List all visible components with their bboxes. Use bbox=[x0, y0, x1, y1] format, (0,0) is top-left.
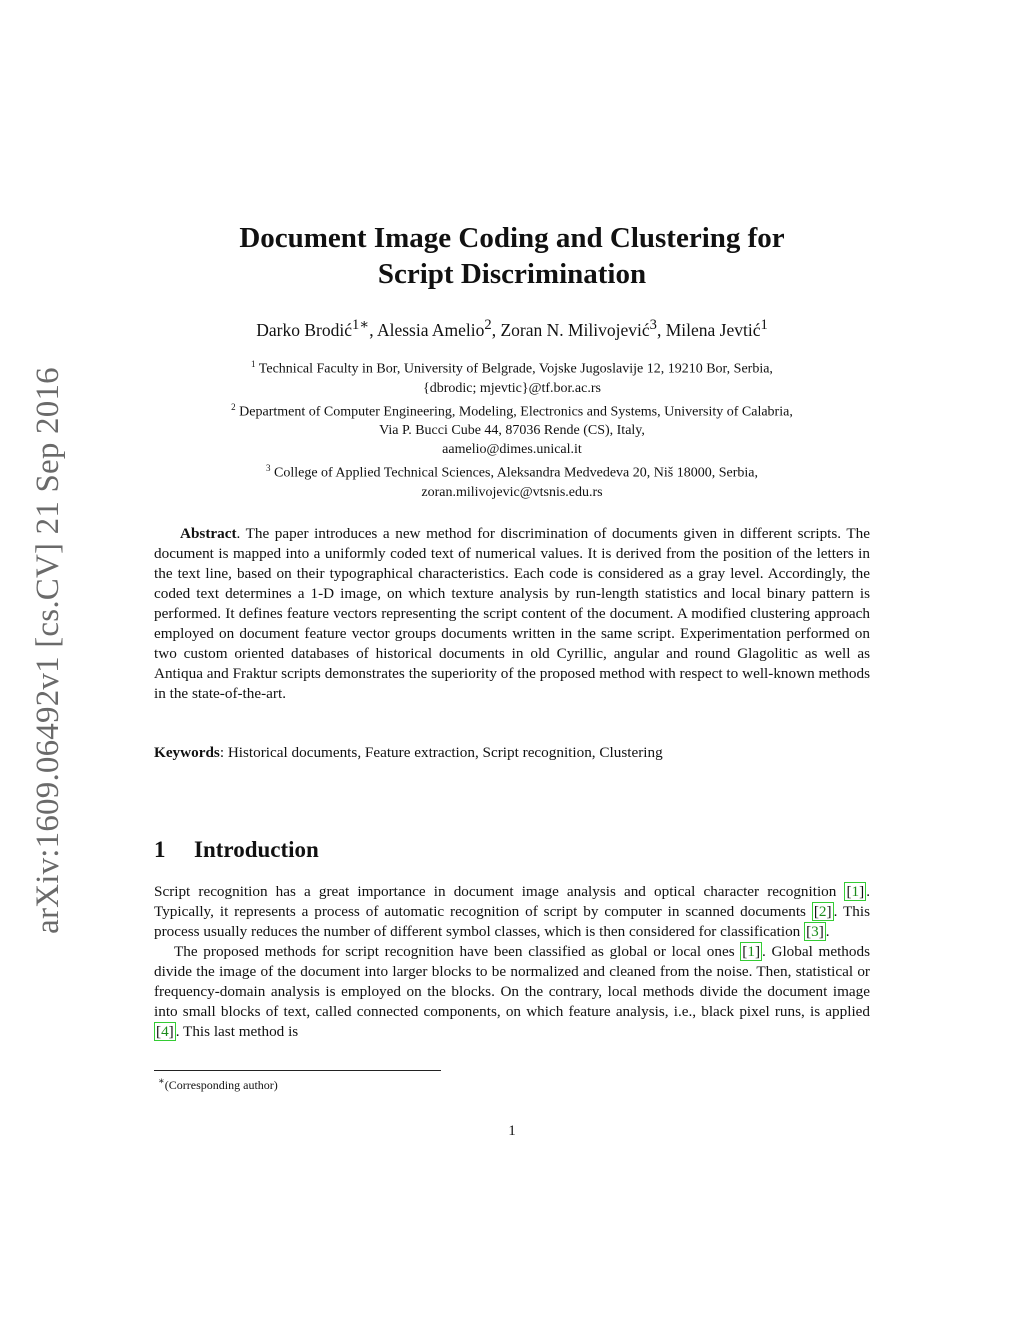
footnote-divider bbox=[154, 1070, 441, 1071]
citation-link[interactable]: [3] bbox=[806, 923, 824, 940]
section-number: 1 bbox=[154, 837, 166, 862]
affiliation-3: $^3$ College of Applied Technical Sciences, Aleksandra Medvedeva 20, Niš 18000, Serbia, bbox=[266, 463, 758, 481]
citation-link[interactable]: [4] bbox=[156, 1023, 174, 1040]
keywords-label: Keywords bbox=[154, 744, 220, 761]
title-line-2: Script Discrimination bbox=[377, 258, 647, 290]
section-heading bbox=[154, 837, 319, 863]
abstract bbox=[154, 524, 870, 704]
footnote-mark: ∗ bbox=[158, 1076, 165, 1087]
footnote bbox=[158, 1074, 278, 1093]
citation-link[interactable]: [2] bbox=[813, 903, 832, 920]
author-1-affil: 1 bbox=[351, 317, 360, 333]
paper-title bbox=[150, 220, 874, 292]
introduction-body bbox=[154, 882, 870, 1042]
arxiv-side-stamp bbox=[8, 355, 88, 945]
author-1: Darko Brodić bbox=[256, 319, 352, 340]
corresponding-mark: ∗ bbox=[359, 317, 370, 333]
keywords bbox=[154, 743, 870, 763]
author-4: Milena Jevtić bbox=[665, 319, 761, 340]
author-list: Darko Brodić$^{1∗}$, Alessia Amelio$^2$, Zoran N. Milivojević$^3$, Milena Jevtić$^1$ bbox=[256, 317, 768, 340]
author-2-affil: 2 bbox=[484, 317, 492, 333]
abstract-label: Abstract bbox=[180, 525, 237, 542]
affiliation-1-email: {dbrodic; mjevtic}@tf.bor.ac.rs bbox=[423, 380, 601, 396]
arxiv-identifier: arXiv:1609.06492v1 [cs.CV] 21 Sep 2016 bbox=[29, 366, 66, 934]
intro-paragraph-2: The proposed methods for script recognition have been classified as global or local ones [1] . Global methods divide the image of the document into larger blocks to be normalized and cleaned from the noise. Then, statistical or frequency-domain analysis is employed on the blocks. On the contrary, local methods divide the document image into small blocks of text, called connected components, on which feature analysis, i.e., black pixel runs, is applied [4] . This last method is bbox=[154, 943, 870, 1040]
abstract-text: . The paper introduces a new method for discrimination of documents given in different scripts. The document is mapped into a uniformly coded text of numerical values. It is derived from the position of the letters in the text line, based on their typographical characteristics. Each code is considered as a gray level. Accordingly, the coded text determines a 1-D image, on which texture analysis by run-length statistics and local binary pattern is performed. It defines feature vectors representing the script content of the document. A modified clustering approach employed on document feature vector groups documents written in the same script. Experimentation performed on two custom oriented databases of historical documents in old Cyrillic, angular and round Glagolitic as well as Antiqua and Fraktur scripts demonstrates the superiority of the proposed method with respect to well-known methods in the state-of-the-art. bbox=[154, 525, 870, 702]
citation-link[interactable]: [1] bbox=[846, 883, 865, 900]
affiliation-2: $^2$ Department of Computer Engineering, Modeling, Electronics and Systems, University of Calabria, bbox=[231, 401, 793, 420]
footnote-text: (Corresponding author) bbox=[164, 1078, 278, 1092]
affiliation-2-email: aamelio@dimes.unical.it bbox=[442, 442, 582, 458]
title-line-1: Document Image Coding and Clustering for bbox=[239, 222, 785, 254]
affiliation-3-email: zoran.milivojevic@vtsnis.edu.rs bbox=[421, 484, 603, 500]
section-title: Introduction bbox=[194, 837, 319, 862]
author-4-affil: 1 bbox=[760, 317, 768, 333]
author-3-affil: 3 bbox=[649, 317, 657, 333]
affiliation-2-address: Via P. Bucci Cube 44, 87036 Rende (CS), Italy, bbox=[379, 423, 645, 439]
affiliations bbox=[150, 355, 874, 502]
author-2: Alessia Amelio bbox=[376, 319, 485, 340]
intro-paragraph-1: Script recognition has a great importance in document image analysis and optical character recognition [1] . Typically, it represents a process of automatic recognition of script by computer in scanned documents [2] . This process usually reduces the number of different symbol classes, which is then considered for classification [3] . bbox=[154, 883, 870, 940]
keywords-text: : Historical documents, Feature extraction, Script recognition, Clustering bbox=[219, 744, 663, 761]
citation-link[interactable]: [1] bbox=[742, 943, 761, 960]
page-number: 1 bbox=[508, 1123, 516, 1139]
affiliation-1: $^1$ Technical Faculty in Bor, University of Belgrade, Vojske Jugoslavije 12, 19210 Bor, Serbia, bbox=[251, 359, 773, 377]
author-3: Zoran N. Milivojević bbox=[500, 319, 650, 340]
